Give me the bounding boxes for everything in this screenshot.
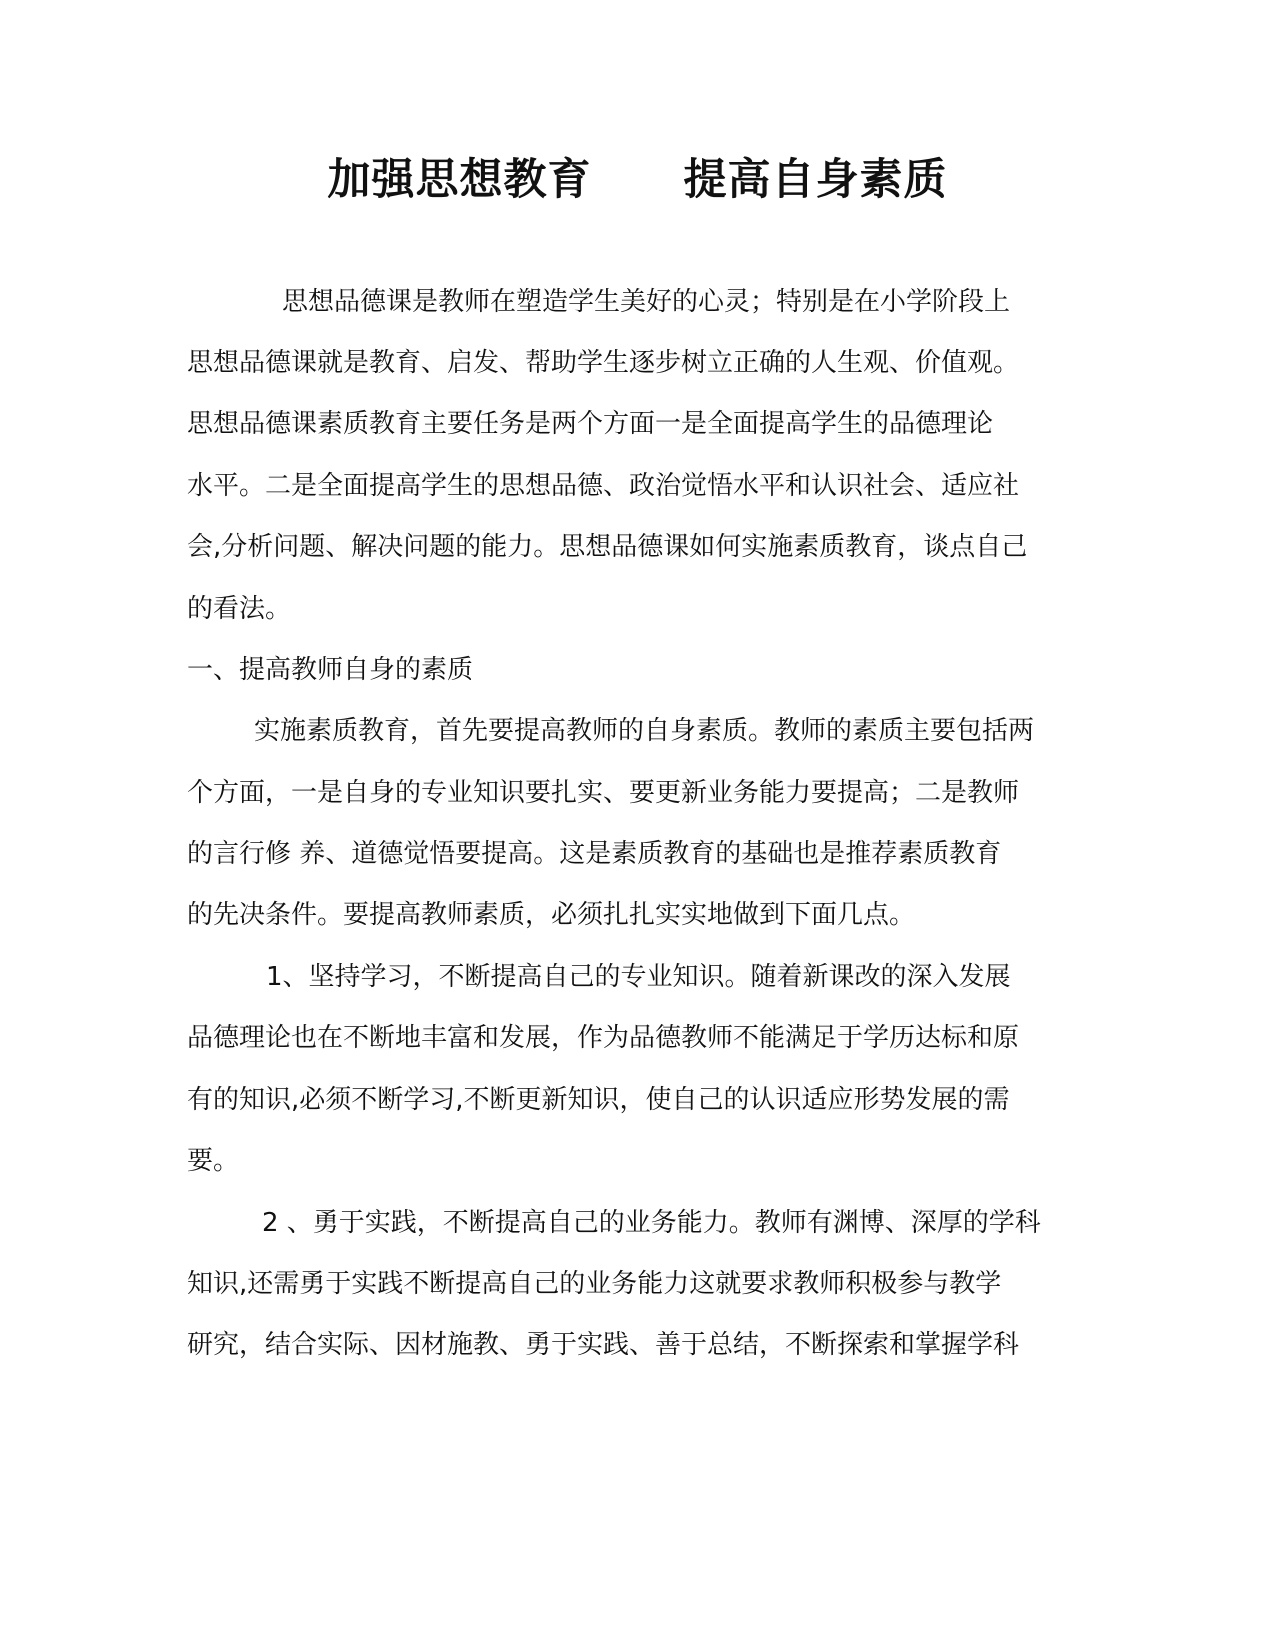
title-part-1: 加强思想教育 [327,155,592,205]
text-line: 的言行修 养、道德觉悟要提高。这是素质教育的基础也是推荐素质教育 [187,839,1002,869]
text-line: 知识,还需勇于实践不断提高自己的业务能力这就要求教师积极参与教学 [187,1269,1002,1299]
text-line: 会,分析问题、解决问题的能力。思想品德课如何实施素质教育，谈点自己 [187,532,1028,562]
text-line: 思想品德课就是教育、启发、帮助学生逐步树立正确的人生观、价值观。 [187,348,1020,378]
text-line: 品德理论也在不断地丰富和发展，作为品德教师不能满足于学历达标和原 [187,1023,1020,1053]
text-line: 个方面，一是自身的专业知识要扎实、要更新业务能力要提高；二是教师 [187,778,1020,808]
document-title [0,150,1275,210]
text-line: 研究，结合实际、因材施教、勇于实践、善于总结，不断探索和掌握学科 [187,1330,1020,1360]
text-line: 有的知识,必须不断学习,不断更新知识，使自己的认识适应形势发展的需 [187,1085,1010,1115]
text-line: 水平。二是全面提高学生的思想品德、政治觉悟水平和认识社会、适应社 [187,471,1020,501]
text-line: 思想品德课素质教育主要任务是两个方面一是全面提高学生的品德理论 [187,409,994,439]
section-heading: 一、提高教师自身的素质 [187,655,474,685]
text-line: 要。 [187,1146,240,1176]
text-line: 1、坚持学习，不断提高自己的专业知识。随着新课改的深入发展 [266,962,1011,992]
title-part-2: 提高自身素质 [683,155,948,205]
text-line: 2 、勇于实践，不断提高自己的业务能力。教师有渊博、深厚的学科 [262,1208,1041,1238]
text-line: 的看法。 [187,594,292,624]
text-line: 思想品德课是教师在塑造学生美好的心灵；特别是在小学阶段上 [282,287,1011,317]
text-line: 的先决条件。要提高教师素质，必须扎扎实实地做到下面几点。 [187,900,916,930]
text-line: 实施素质教育，首先要提高教师的自身素质。教师的素质主要包括两 [254,716,1035,746]
